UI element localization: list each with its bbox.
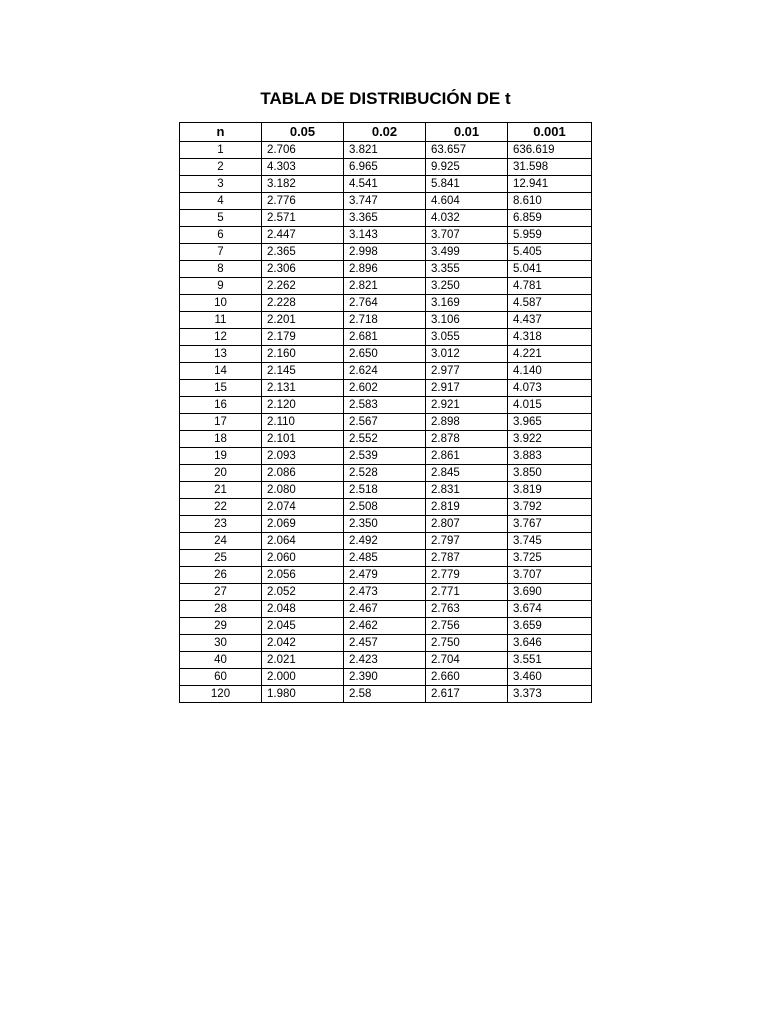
table-cell-value: 2.552: [344, 431, 426, 448]
header-alpha-0-02: 0.02: [344, 123, 426, 142]
table-cell-value: 2.819: [426, 499, 508, 516]
table-cell-value: 2.447: [262, 227, 344, 244]
table-cell-value: 3.690: [508, 584, 592, 601]
table-cell-value: 2.508: [344, 499, 426, 516]
table-cell-value: 2.650: [344, 346, 426, 363]
table-cell-value: 3.767: [508, 516, 592, 533]
table-cell-value: 2.807: [426, 516, 508, 533]
table-cell-value: 2.262: [262, 278, 344, 295]
table-cell-value: 4.073: [508, 380, 592, 397]
table-cell-value: 4.015: [508, 397, 592, 414]
table-cell-value: 3.169: [426, 295, 508, 312]
table-cell-value: 2.539: [344, 448, 426, 465]
table-cell-value: 2.706: [262, 142, 344, 159]
table-cell-n: 28: [180, 601, 262, 618]
table-row: [180, 431, 592, 448]
table-cell-value: 2.567: [344, 414, 426, 431]
table-cell-n: 1: [180, 142, 262, 159]
table-cell-value: 2.365: [262, 244, 344, 261]
table-row: [180, 176, 592, 193]
table-row: [180, 448, 592, 465]
table-row: [180, 499, 592, 516]
table-row: [180, 618, 592, 635]
header-alpha-0-01: 0.01: [426, 123, 508, 142]
table-cell-value: 2.861: [426, 448, 508, 465]
table-row: [180, 278, 592, 295]
table-cell-value: 2.179: [262, 329, 344, 346]
table-cell-value: 2.878: [426, 431, 508, 448]
table-cell-value: 2.821: [344, 278, 426, 295]
table-row: [180, 312, 592, 329]
table-cell-value: 2.583: [344, 397, 426, 414]
table-cell-value: 2.917: [426, 380, 508, 397]
table-cell-n: 25: [180, 550, 262, 567]
table-cell-value: 3.792: [508, 499, 592, 516]
table-cell-value: 3.745: [508, 533, 592, 550]
table-row: [180, 533, 592, 550]
header-n: n: [180, 123, 262, 142]
table-cell-n: 21: [180, 482, 262, 499]
table-cell-value: 2.120: [262, 397, 344, 414]
table-cell-n: 12: [180, 329, 262, 346]
table-cell-value: 2.898: [426, 414, 508, 431]
table-cell-n: 15: [180, 380, 262, 397]
table-cell-value: 3.674: [508, 601, 592, 618]
table-cell-value: 1.980: [262, 686, 344, 703]
table-row: [180, 210, 592, 227]
table-cell-value: 3.819: [508, 482, 592, 499]
table-cell-n: 18: [180, 431, 262, 448]
table-cell-n: 22: [180, 499, 262, 516]
table-cell-value: 2.074: [262, 499, 344, 516]
table-cell-value: 4.541: [344, 176, 426, 193]
table-cell-n: 4: [180, 193, 262, 210]
table-cell-value: 636.619: [508, 142, 592, 159]
table-cell-n: 9: [180, 278, 262, 295]
table-cell-value: 2.58: [344, 686, 426, 703]
table-cell-value: 4.140: [508, 363, 592, 380]
table-cell-value: 3.365: [344, 210, 426, 227]
table-cell-value: 2.718: [344, 312, 426, 329]
table-cell-value: 2.048: [262, 601, 344, 618]
table-cell-n: 6: [180, 227, 262, 244]
table-cell-value: 4.032: [426, 210, 508, 227]
table-cell-value: 2.350: [344, 516, 426, 533]
table-cell-value: 2.045: [262, 618, 344, 635]
table-cell-value: 6.859: [508, 210, 592, 227]
table-cell-value: 2.000: [262, 669, 344, 686]
table-cell-value: 3.725: [508, 550, 592, 567]
table-cell-value: 2.831: [426, 482, 508, 499]
table-cell-value: 2.473: [344, 584, 426, 601]
table-cell-value: 3.355: [426, 261, 508, 278]
table-cell-value: 4.221: [508, 346, 592, 363]
table-cell-value: 2.479: [344, 567, 426, 584]
table-cell-n: 5: [180, 210, 262, 227]
table-cell-n: 16: [180, 397, 262, 414]
table-cell-value: 2.069: [262, 516, 344, 533]
table-cell-value: 3.012: [426, 346, 508, 363]
table-cell-value: 3.922: [508, 431, 592, 448]
table-row: [180, 414, 592, 431]
table-cell-value: 2.571: [262, 210, 344, 227]
table-cell-value: 5.959: [508, 227, 592, 244]
table-cell-n: 13: [180, 346, 262, 363]
table-cell-n: 24: [180, 533, 262, 550]
table-cell-value: 6.965: [344, 159, 426, 176]
table-cell-value: 2.704: [426, 652, 508, 669]
table-cell-n: 11: [180, 312, 262, 329]
table-cell-value: 2.764: [344, 295, 426, 312]
table-cell-value: 3.250: [426, 278, 508, 295]
table-cell-n: 23: [180, 516, 262, 533]
header-alpha-0-001: 0.001: [508, 123, 592, 142]
table-cell-value: 2.080: [262, 482, 344, 499]
table-cell-value: 3.707: [426, 227, 508, 244]
header-alpha-0-05: 0.05: [262, 123, 344, 142]
table-row: [180, 346, 592, 363]
table-cell-value: 3.182: [262, 176, 344, 193]
table-cell-n: 26: [180, 567, 262, 584]
table-cell-value: 2.998: [344, 244, 426, 261]
table-cell-value: 2.101: [262, 431, 344, 448]
table-row: [180, 550, 592, 567]
table-cell-value: 3.460: [508, 669, 592, 686]
table-cell-value: 3.373: [508, 686, 592, 703]
table-cell-n: 20: [180, 465, 262, 482]
table-cell-value: 2.485: [344, 550, 426, 567]
table-cell-n: 60: [180, 669, 262, 686]
table-cell-value: 2.110: [262, 414, 344, 431]
table-cell-value: 5.841: [426, 176, 508, 193]
table-row: [180, 584, 592, 601]
table-cell-value: 2.771: [426, 584, 508, 601]
table-cell-value: 3.883: [508, 448, 592, 465]
table-cell-value: 2.756: [426, 618, 508, 635]
table-cell-value: 3.499: [426, 244, 508, 261]
table-cell-value: 2.797: [426, 533, 508, 550]
table-row: [180, 380, 592, 397]
document-title: TABLA DE DISTRIBUCIÓN DE t: [260, 89, 511, 108]
table-cell-n: 2: [180, 159, 262, 176]
table-cell-value: 2.060: [262, 550, 344, 567]
table-body: [180, 142, 592, 703]
table-cell-n: 8: [180, 261, 262, 278]
table-cell-value: 3.551: [508, 652, 592, 669]
table-cell-value: 2.896: [344, 261, 426, 278]
table-cell-value: 4.437: [508, 312, 592, 329]
table-cell-value: 2.201: [262, 312, 344, 329]
table-cell-n: 7: [180, 244, 262, 261]
table-cell-value: 31.598: [508, 159, 592, 176]
table-cell-n: 19: [180, 448, 262, 465]
table-cell-value: 2.660: [426, 669, 508, 686]
table-cell-value: 4.303: [262, 159, 344, 176]
table-row: [180, 329, 592, 346]
table-row: [180, 516, 592, 533]
table-cell-value: 3.707: [508, 567, 592, 584]
table-row: [180, 482, 592, 499]
table-row: [180, 244, 592, 261]
table-cell-value: 2.462: [344, 618, 426, 635]
table-row: [180, 652, 592, 669]
table-row: [180, 363, 592, 380]
table-cell-value: 2.457: [344, 635, 426, 652]
table-cell-value: 2.681: [344, 329, 426, 346]
table-row: [180, 601, 592, 618]
table-cell-value: 2.021: [262, 652, 344, 669]
table-cell-value: 2.763: [426, 601, 508, 618]
table-row: [180, 669, 592, 686]
table-cell-value: 9.925: [426, 159, 508, 176]
table-cell-value: 2.518: [344, 482, 426, 499]
table-row: [180, 159, 592, 176]
table-cell-value: 63.657: [426, 142, 508, 159]
table-cell-value: 2.617: [426, 686, 508, 703]
table-cell-n: 27: [180, 584, 262, 601]
table-cell-value: 2.776: [262, 193, 344, 210]
table-cell-value: 2.624: [344, 363, 426, 380]
table-cell-n: 14: [180, 363, 262, 380]
table-cell-value: 2.052: [262, 584, 344, 601]
table-cell-n: 17: [180, 414, 262, 431]
table-cell-n: 30: [180, 635, 262, 652]
table-cell-value: 2.131: [262, 380, 344, 397]
table-cell-value: 12.941: [508, 176, 592, 193]
table-cell-value: 2.528: [344, 465, 426, 482]
table-row: [180, 295, 592, 312]
table-row: [180, 635, 592, 652]
table-cell-value: 2.779: [426, 567, 508, 584]
table-cell-value: 5.405: [508, 244, 592, 261]
table-row: [180, 397, 592, 414]
table-row: [180, 567, 592, 584]
table-cell-value: 3.106: [426, 312, 508, 329]
table-row: [180, 686, 592, 703]
table-cell-value: 2.056: [262, 567, 344, 584]
table-cell-value: 3.143: [344, 227, 426, 244]
table-cell-value: 2.064: [262, 533, 344, 550]
table-cell-value: 2.093: [262, 448, 344, 465]
t-distribution-table: [179, 122, 592, 703]
table-row: [180, 465, 592, 482]
table-cell-value: 3.747: [344, 193, 426, 210]
table-cell-value: 2.845: [426, 465, 508, 482]
table-cell-value: 4.604: [426, 193, 508, 210]
table-cell-value: 3.821: [344, 142, 426, 159]
table-header-row: [180, 123, 592, 142]
table-cell-value: 5.041: [508, 261, 592, 278]
table-cell-value: 2.160: [262, 346, 344, 363]
table-cell-value: 3.646: [508, 635, 592, 652]
table-cell-value: 2.086: [262, 465, 344, 482]
table-cell-value: 4.781: [508, 278, 592, 295]
table-cell-value: 3.965: [508, 414, 592, 431]
table-cell-n: 3: [180, 176, 262, 193]
table-cell-n: 29: [180, 618, 262, 635]
table-cell-value: 2.602: [344, 380, 426, 397]
table-cell-value: 2.977: [426, 363, 508, 380]
table-row: [180, 142, 592, 159]
table-cell-value: 2.921: [426, 397, 508, 414]
table-cell-value: 4.318: [508, 329, 592, 346]
table-cell-n: 40: [180, 652, 262, 669]
table-cell-value: 2.750: [426, 635, 508, 652]
table-cell-value: 2.423: [344, 652, 426, 669]
table-cell-value: 2.228: [262, 295, 344, 312]
table-row: [180, 227, 592, 244]
table-cell-value: 2.492: [344, 533, 426, 550]
table-cell-n: 120: [180, 686, 262, 703]
table-cell-value: 2.787: [426, 550, 508, 567]
table-cell-value: 2.390: [344, 669, 426, 686]
table-cell-value: 4.587: [508, 295, 592, 312]
table-cell-value: 3.055: [426, 329, 508, 346]
table-cell-value: 8.610: [508, 193, 592, 210]
table-cell-n: 10: [180, 295, 262, 312]
table-cell-value: 3.659: [508, 618, 592, 635]
table-cell-value: 3.850: [508, 465, 592, 482]
table-cell-value: 2.042: [262, 635, 344, 652]
table-row: [180, 261, 592, 278]
table-row: [180, 193, 592, 210]
table-cell-value: 2.306: [262, 261, 344, 278]
table-cell-value: 2.145: [262, 363, 344, 380]
table-cell-value: 2.467: [344, 601, 426, 618]
